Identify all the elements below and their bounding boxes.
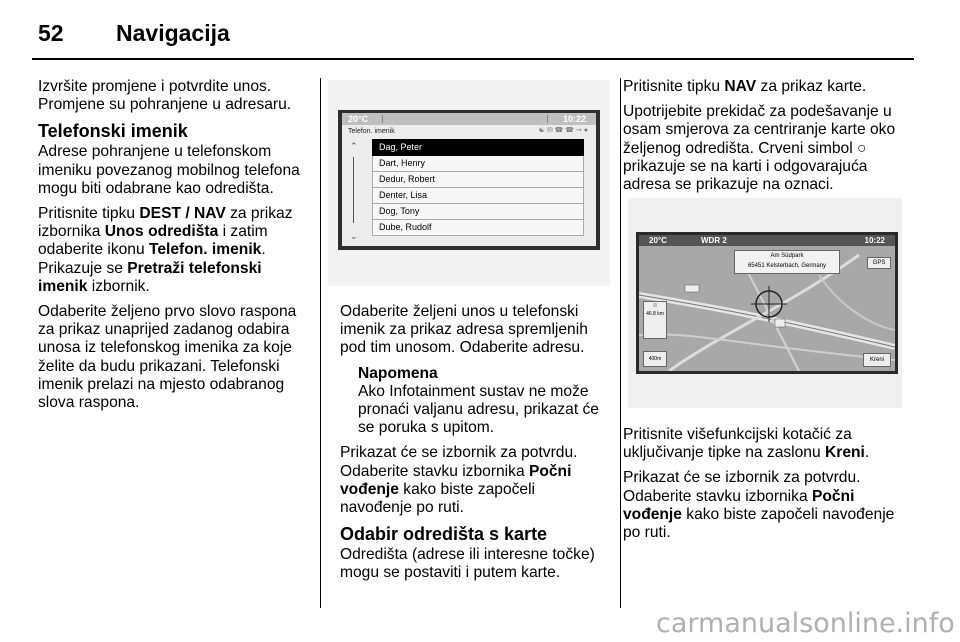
page-number: 52 <box>38 20 64 46</box>
phonebook-entries <box>372 139 584 236</box>
watermark: carmanualsonline.info <box>656 608 955 639</box>
section-heading: Telefonski imenik <box>38 121 188 142</box>
column-1 <box>38 78 306 419</box>
chevron-up-icon[interactable]: ⌃ <box>350 141 358 151</box>
gps-button[interactable]: GPS <box>867 257 891 269</box>
chevron-down-icon[interactable]: ⌄ <box>350 231 358 241</box>
note-box <box>340 365 606 438</box>
list-item[interactable]: Dube, Rudolf <box>372 220 584 236</box>
status-bar <box>342 113 596 125</box>
temperature: 20°C <box>649 236 667 245</box>
map-status-bar <box>639 235 895 246</box>
column-divider <box>320 78 321 608</box>
paragraph: Pritisnite tipku NAV za prikaz karte. <box>623 78 867 95</box>
paragraph: Odaberite željeno prvo slovo raspona za prikaz unaprijed zadanog odabira unosa iz telefonskog imenika za koje želite da budu prikazani. Telefonski imenik prelazi na mjesto odabranog slova raspona. <box>38 303 297 412</box>
address-label: Am Südpark 65451 Kelsterbach, Germany <box>734 250 840 274</box>
kreni-button[interactable]: Kreni <box>863 353 891 367</box>
note-text: Ako Infotainment sustav ne može pronaći valjanu adresu, prikazat će se poruka s upitom. <box>358 382 599 437</box>
column-3 <box>623 78 905 201</box>
scroll-track[interactable] <box>353 157 354 223</box>
list-item[interactable]: Dedur, Robert <box>372 172 584 188</box>
paragraph: Prikazat će se izbornik za potvrdu. Odaberite stavku izbornika Počni vođenje kako biste započeli navođenje po ruti. <box>623 469 895 542</box>
status-icons: ☯ ✉ ☎ ☎ ➞ ● <box>538 127 588 134</box>
phonebook-screenshot <box>328 80 610 286</box>
column-divider <box>620 78 621 608</box>
paragraph: Upotrijebite prekidač za podešavanje u osam smjerova za centriranje karte oko željenog odredišta. Crveni simbol ○ prikazuje se na karti i odgovarajuća adresa se prikazuje na oznaci. <box>623 103 896 194</box>
paragraph: Prikazat će se izbornik za potvrdu. Odaberite stavku izbornika Počni vođenje kako biste započeli navođenje po ruti. <box>340 444 578 517</box>
paragraph: Pritisnite tipku DEST / NAV za prikaz izbornika Unos odredišta i zatim odaberite ikonu Telefon. imenik. Prikazuje se Pretraži telefonski imenik izbornik. <box>38 205 293 295</box>
list-title: Telefon. imenik <box>348 128 395 135</box>
list-item[interactable]: Dag, Peter <box>372 139 584 156</box>
list-item[interactable]: Denter, Lisa <box>372 188 584 204</box>
temperature: 20°C <box>348 114 369 124</box>
clock: 10:22 <box>562 114 586 124</box>
page-header <box>32 18 914 62</box>
map-screenshot <box>628 198 902 408</box>
phonebook-list-panel <box>342 125 596 246</box>
paragraph: Adrese pohranjene u telefonskom imeniku povezanog mobilnog telefona mogu biti odabrane kao odredišta. <box>38 143 300 197</box>
map-view[interactable] <box>639 235 895 371</box>
paragraph: Odredišta (adrese ili interesne točke) mogu se postaviti i putem karte. <box>340 546 595 582</box>
radio-station: WDR 2 <box>701 236 727 245</box>
display-frame <box>338 110 600 250</box>
distance-panel[interactable]: ☉ 46.8 km <box>643 301 667 339</box>
list-item[interactable]: Dog, Tony <box>372 204 584 220</box>
compass-icon: ☉ <box>652 303 658 309</box>
header-rule <box>32 58 914 60</box>
paragraph: Pritisnite višefunkcijski kotačić za uključivanje tipke na zaslonu Kreni. <box>623 426 870 462</box>
display-frame <box>636 232 898 374</box>
map-scale[interactable]: 400m <box>643 351 667 367</box>
note-title: Napomena <box>358 364 438 382</box>
paragraph: Odaberite željeni unos u telefonski imenik za prikaz adresa spremljenih pod tim unosom. Odaberite adresu. <box>340 303 588 357</box>
clock: 10:22 <box>864 236 885 245</box>
intro-paragraph: Izvršite promjene i potvrdite unos. Promjene su pohranjene u adresaru. <box>38 78 292 114</box>
list-item[interactable]: Dart, Henry <box>372 156 584 172</box>
column-3-lower <box>623 426 905 549</box>
section-heading: Odabir odredišta s karte <box>340 524 548 545</box>
column-2 <box>340 303 606 590</box>
chapter-title: Navigacija <box>116 20 230 46</box>
